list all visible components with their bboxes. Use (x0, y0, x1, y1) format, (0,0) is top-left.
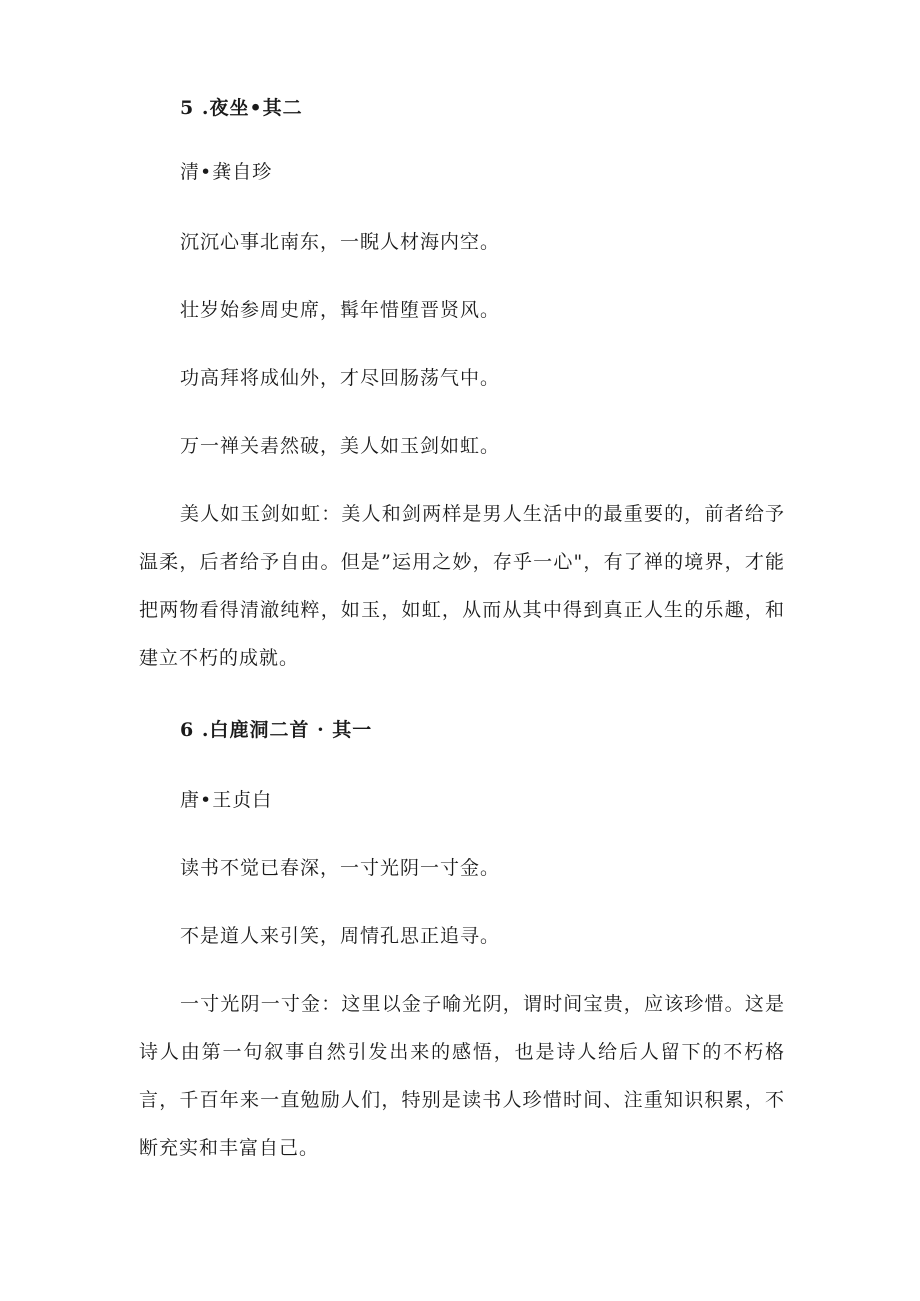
poem-note-1: 美人如玉剑如虹：美人和剑两样是男人生活中的最重要的，前者给予温柔，后者给予自由。但是”运用之妙，存乎一心"，有了禅的境界，才能把两物看得清澈纯粹，如玉，如虹，从而从其中得到真正人生的乐趣，和建立不朽的成就。 (139, 503, 785, 669)
poem-line: 沉沉心事北南东，一睨人材海内空。 (180, 231, 501, 253)
poem-note-2: 一寸光阴一寸金：这里以金子喻光阴，谓时间宝贵，应该珍惜。这是诗人由第一句叙事自然引发出来的感悟，也是诗人给后人留下的不朽格言，千百年来一直勉励人们，特别是读书人珍惜时间、注重知识积累，不断充实和丰富自己。 (139, 993, 785, 1159)
poem-author-1: 清•龚自珍 (180, 161, 273, 183)
poem-line: 读书不觉已春深，一寸光阴一寸金。 (180, 857, 501, 879)
poem-line: 万一禅关砉然破，美人如玉剑如虹。 (180, 435, 501, 457)
poem-line: 壮岁始参周史席，髯年惜堕晋贤风。 (180, 299, 501, 321)
poem-heading-2: 6 .白鹿洞二首 · 其一 (180, 719, 373, 741)
poem-author-2: 唐•王贞白 (180, 789, 273, 811)
poem-heading-1: 5 .夜坐•其二 (180, 97, 303, 119)
poem-line: 功高拜将成仙外，才尽回肠荡气中。 (180, 367, 501, 389)
poem-line: 不是道人来引笑，周情孔思正追寻。 (180, 925, 501, 947)
